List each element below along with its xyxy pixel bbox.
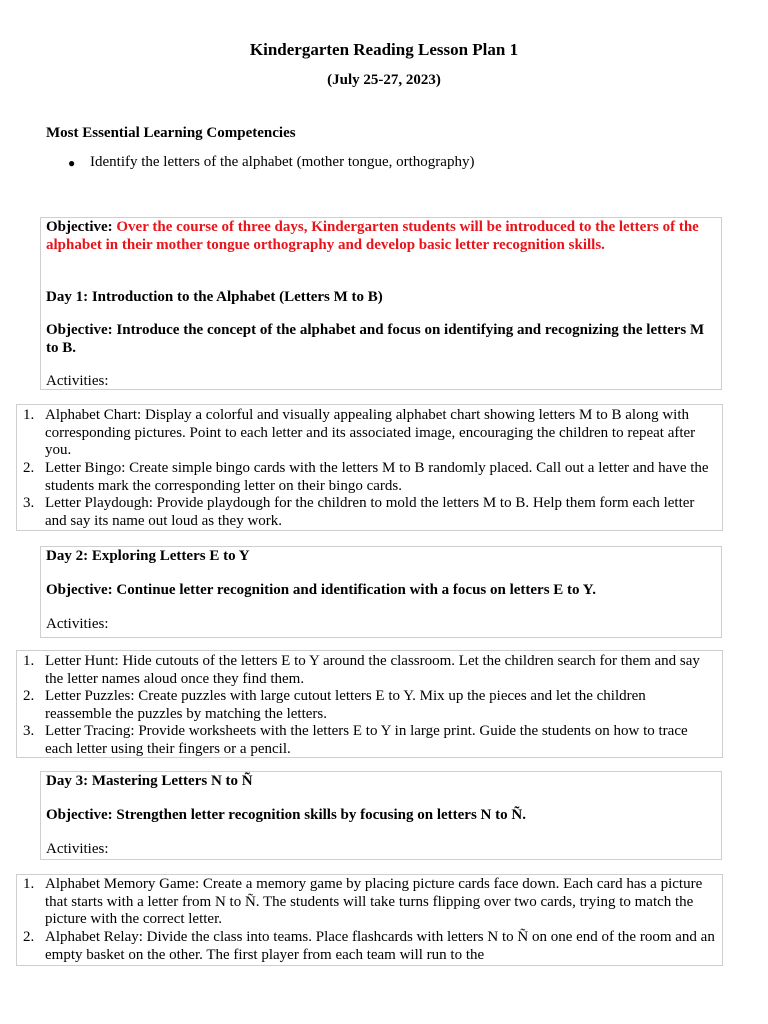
day3-activities-box: 1. Alphabet Memory Game: Create a memory game by placing picture cards face down. Each card has a picture that starts with a letter from N to Ñ. The students will take turns flipping over two cards, trying to match the picture with the correct letter. 2. Alphabet Relay: Divide the class into teams. Place flashcards with letters N to Ñ on one end of the room and an empty basket on the other. The first player from each team will run to the	[16, 874, 723, 966]
activities-label: Activities:	[46, 373, 109, 389]
day3-header-box	[40, 771, 722, 860]
activity-text: Letter Playdough: Provide playdough for the children to mold the letters M to B. Help them form each letter and say its name out loud as they work.	[45, 495, 695, 529]
page-title: Kindergarten Reading Lesson Plan 1	[249, 40, 519, 59]
day2-header-box	[40, 546, 722, 638]
day1-activities-box: 1. Alphabet Chart: Display a colorful and visually appealing alphabet chart showing letters M to B along with corresponding pictures. Point to each letter and its associated image, encouraging the children to repeat after you. 2. Letter Bingo: Create simple bingo cards with the letters M to B randomly placed. Call out a letter and have the students mark the corresponding letter on their bingo cards. 3. Letter Playdough: Provide playdough for the children to mold the letters M to B. Help them form each letter and say its name out loud as they work.	[16, 404, 723, 531]
activity-text: Letter Puzzles: Create puzzles with large cutout letters E to Y. Mix up the pieces and let the children reassemble the puzzles by matching the letters.	[45, 688, 646, 722]
activities-label: Activities:	[46, 841, 109, 857]
competency-item: Identify the letters of the alphabet (mother tongue, orthography)	[90, 154, 475, 170]
page-subtitle: (July 25-27, 2023)	[327, 72, 441, 88]
day-title: Day 3: Mastering Letters N to Ñ	[46, 773, 253, 789]
competencies-list	[68, 154, 475, 171]
overview-label: Objective:	[46, 219, 117, 235]
competencies-heading: Most Essential Learning Competencies	[46, 125, 296, 141]
day1-header-box	[40, 217, 722, 390]
day-title: Day 1: Introduction to the Alphabet (Letters M to B)	[46, 289, 383, 305]
day2-activities-box: 1. Letter Hunt: Hide cutouts of the letters E to Y around the classroom. Let the children search for them and say the letter names aloud once they find them. 2. Letter Puzzles: Create puzzles with large cutout letters E to Y. Mix up the pieces and let the children reassemble the puzzles by matching the letters. 3. Letter Tracing: Provide worksheets with the letters E to Y in large print. Guide the students on how to trace each letter using their fingers or a pencil.	[16, 650, 723, 758]
overview-text: Over the course of three days, Kindergarten students will be introduced to the letters of the alphabet in their mother tongue orthography and develop basic letter recognition skills.	[46, 219, 699, 253]
day-objective: Objective: Introduce the concept of the alphabet and focus on identifying and recognizing the letters M to B.	[46, 322, 705, 356]
activity-text: Alphabet Relay: Divide the class into teams. Place flashcards with letters N to Ñ on one end of the room and an empty basket on the other. The first player from each team will run to the	[45, 929, 715, 963]
overview-objective	[46, 219, 713, 254]
bullet-icon: ●	[68, 156, 76, 170]
day-objective: Objective: Continue letter recognition and identification with a focus on letters E to Y.	[46, 582, 596, 598]
activity-text: Alphabet Chart: Display a colorful and visually appealing alphabet chart showing letters M to B along with corresponding pictures. Point to each letter and its associated image, encouraging the children to repeat after you.	[45, 407, 696, 458]
day-objective: Objective: Strengthen letter recognition skills by focusing on letters N to Ñ.	[46, 807, 526, 823]
activities-label: Activities:	[46, 616, 109, 632]
activity-text: Alphabet Memory Game: Create a memory game by placing picture cards face down. Each card has a picture that starts with a letter from N to Ñ. The students will take turns flipping over two cards, trying to match the picture with the correct letter.	[45, 876, 703, 927]
day-title: Day 2: Exploring Letters E to Y	[46, 548, 250, 564]
activity-text: Letter Tracing: Provide worksheets with the letters E to Y in large print. Guide the students on how to trace each letter using their fingers or a pencil.	[45, 723, 688, 757]
activity-text: Letter Bingo: Create simple bingo cards with the letters M to B randomly placed. Call out a letter and have the students mark the corresponding letter on their bingo cards.	[45, 460, 709, 494]
activity-text: Letter Hunt: Hide cutouts of the letters E to Y around the classroom. Let the children search for them and say the letter names aloud once they find them.	[45, 653, 700, 687]
